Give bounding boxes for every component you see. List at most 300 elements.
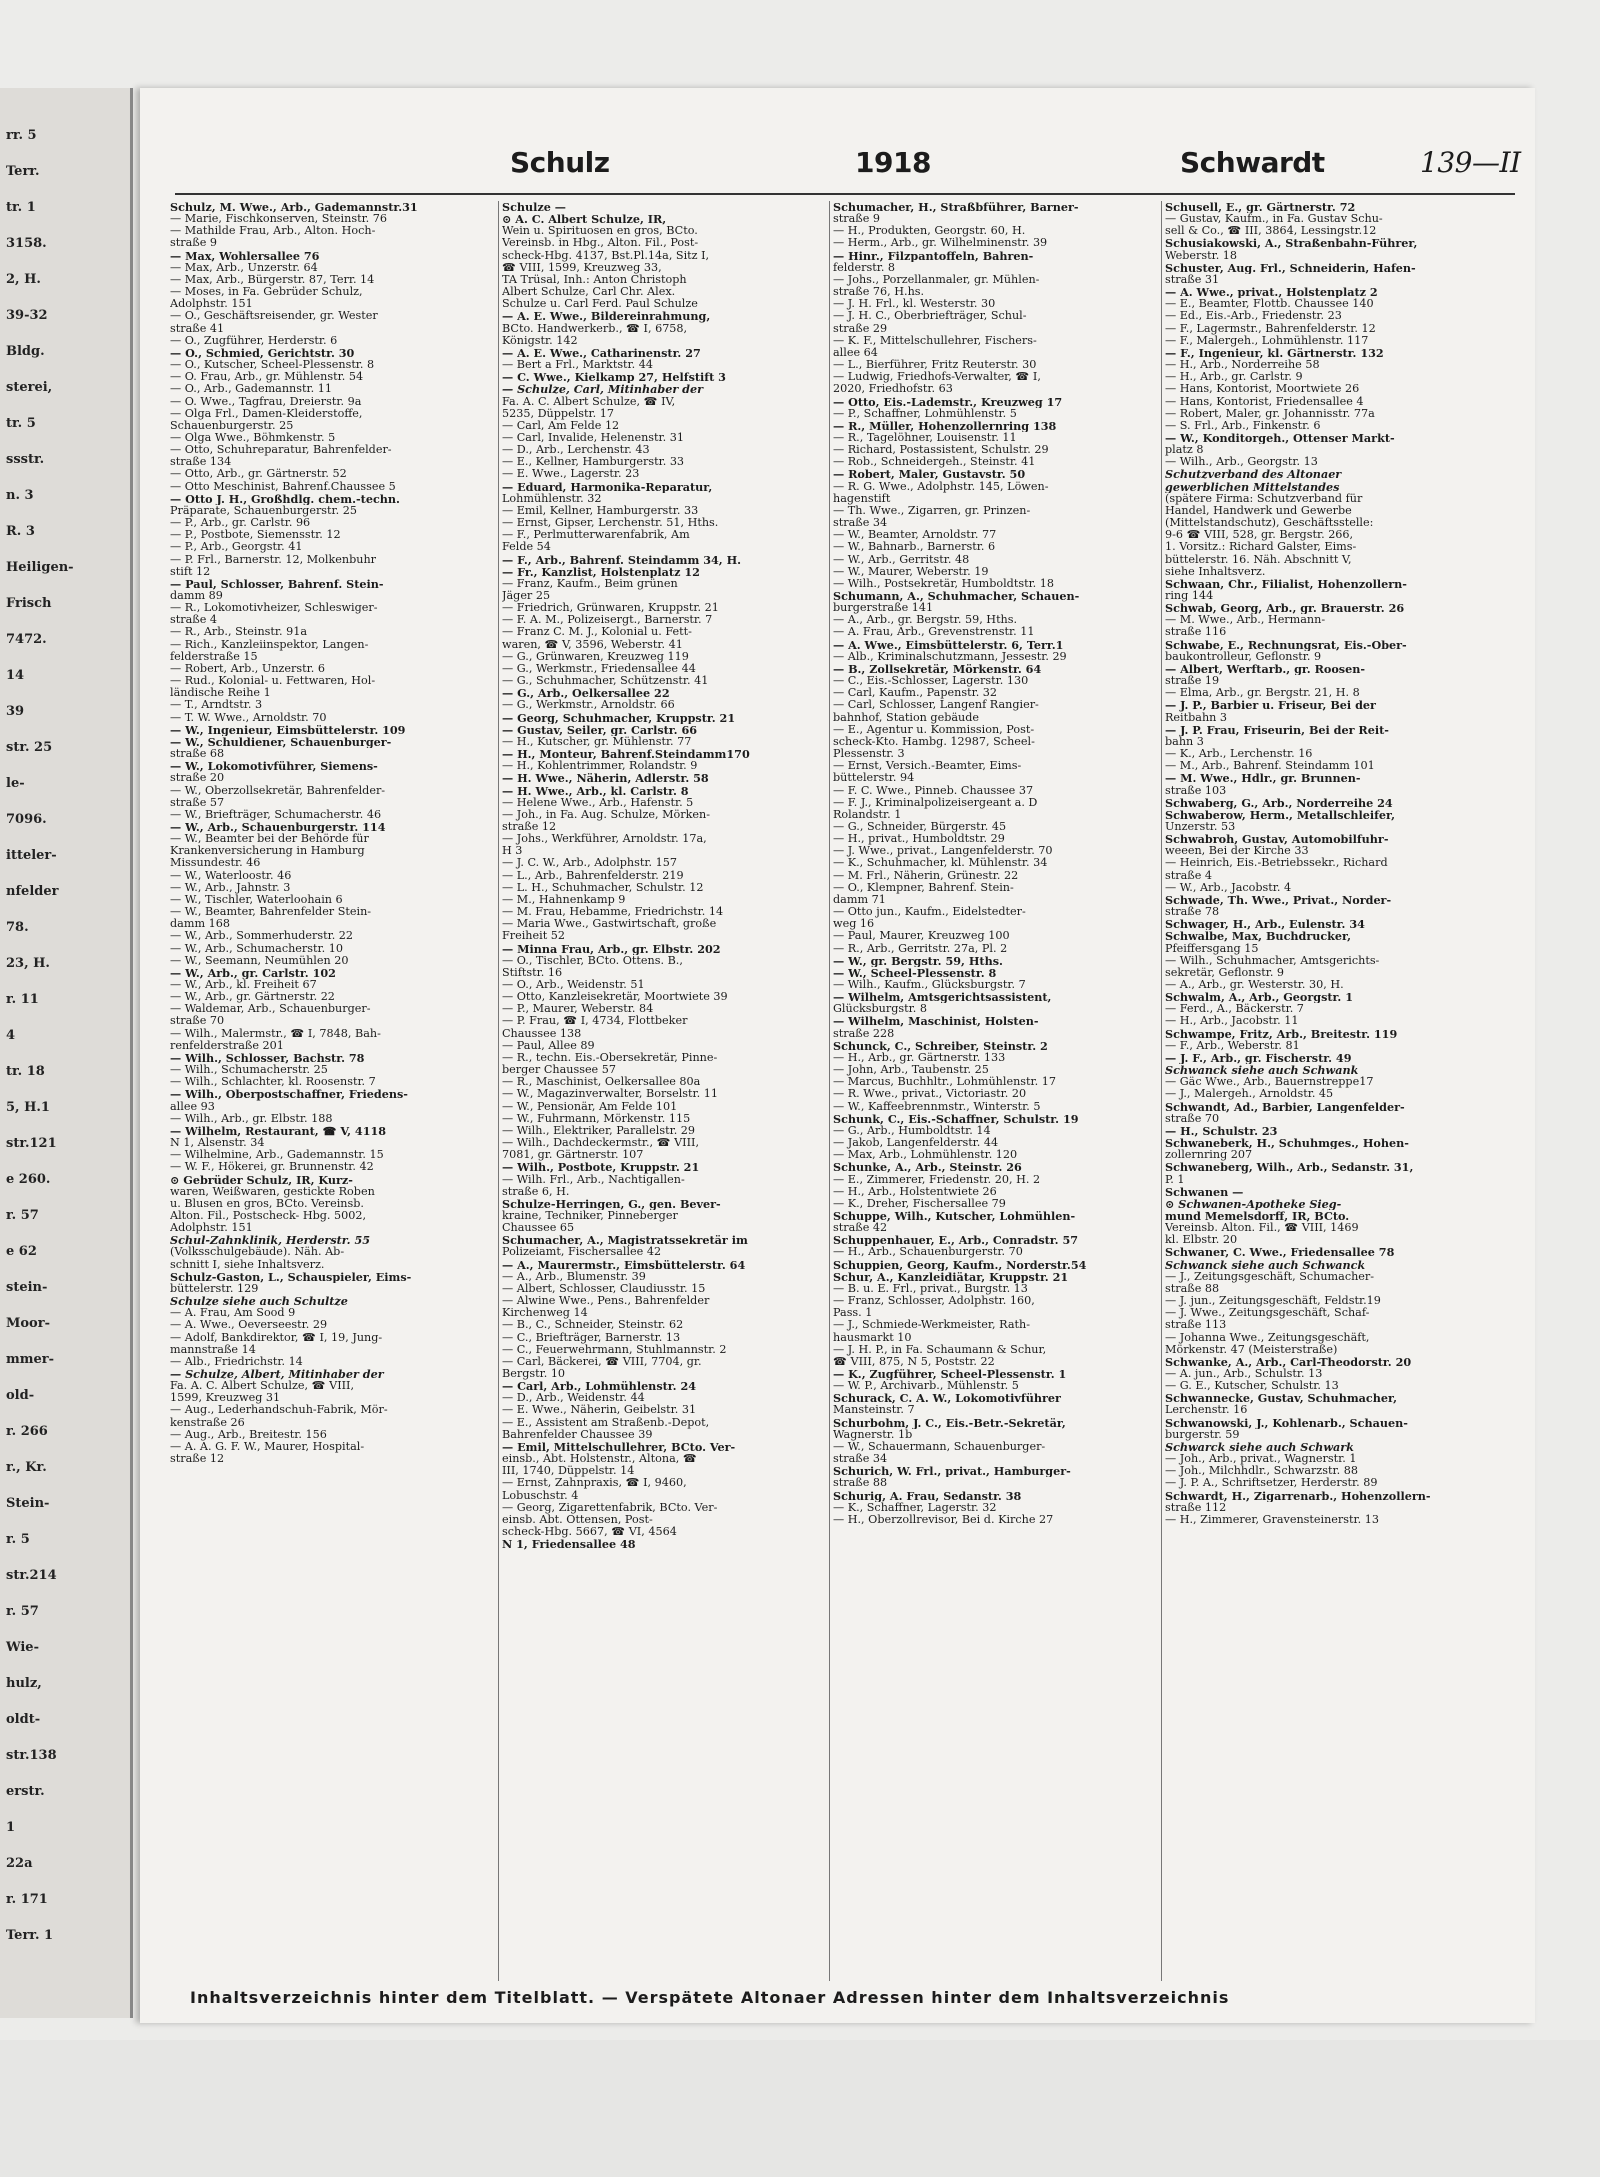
directory-entry: — Wilh., Kaufm., Glücksburgstr. 7 [833,979,1026,991]
previous-page-fragment: r. 171 [6,1892,48,1907]
directory-entry: — Georg, Zigarettenfabrik, BCto. Ver- [502,1501,718,1514]
directory-entry: weeen, Bei der Kirche 33 [1165,845,1309,858]
directory-entry: — O. Frau, Arb., gr. Mühlenstr. 54 [170,371,364,384]
directory-entry: — Adolf, Bankdirektor, ☎ I, 19, Jung- [170,1331,383,1344]
directory-entry: Schumacher, H., Straßbführer, Barner- [833,201,1079,214]
directory-entry: — Mathilde Frau, Arb., Alton. Hoch- [170,225,376,238]
directory-entry: — Friedrich, Grünwaren, Kruppstr. 21 [502,602,719,615]
directory-entry: — W., Oberzollsekretär, Bahrenfelder- [170,784,386,797]
directory-entry: — W., Ingenieur, Eimsbüttelerstr. 109 [170,723,406,736]
directory-entry: Schulze — [502,201,566,214]
directory-entry: straße 6, H. [502,1185,570,1198]
directory-entry: — Max, Wohlersallee 76 [170,249,320,262]
directory-entry: — T. W. Wwe., Arnoldstr. 70 [170,711,327,724]
directory-entry: straße 70 [1165,1112,1220,1125]
previous-page-fragment: Terr. 1 [6,1928,54,1943]
directory-entry: — W., Arb., kl. Freiheit 67 [170,979,317,991]
previous-page-fragment: oldt- [6,1712,41,1727]
directory-entry: Schwaneberk, H., Schuhmges., Hohen- [1165,1137,1409,1150]
directory-entry: Schwannecke, Gustav, Schuhmacher, [1165,1392,1397,1405]
directory-entry: — Gustav, Seiler, gr. Carlstr. 66 [502,723,698,736]
directory-entry: — Emil, Kellner, Hamburgerstr. 33 [502,504,699,517]
directory-entry: — G., Werkmstr., Friedensallee 44 [502,662,696,675]
directory-entry: — K., Schaffner, Lagerstr. 32 [833,1501,997,1514]
directory-entry: Schunck, C., Schreiber, Steinstr. 2 [833,1039,1048,1052]
directory-entry: sell & Co., ☎ III, 3864, Lessingstr.12 [1165,225,1377,238]
directory-entry: — W., Arb., Sommerhuderstr. 22 [170,930,354,943]
directory-entry: — G. E., Kutscher, Schulstr. 13 [1165,1380,1339,1393]
directory-entry: — Robert, Maler, gr. Johannisstr. 77a [1165,407,1375,420]
directory-entry: bahn 3 [1165,735,1204,748]
directory-entry: — Otto, Kanzleisekretär, Moortwiete 39 [502,991,728,1004]
directory-entry: — H., Zimmerer, Gravensteinerstr. 13 [1165,1513,1379,1526]
previous-page-fragment: Bldg. [6,344,45,359]
directory-entry: ☎ VIII, 875, N 5, Poststr. 22 [833,1355,995,1368]
directory-entry: kenstraße 26 [170,1416,245,1429]
directory-entry: — Joh., Arb., privat., Wagnerstr. 1 [1165,1453,1357,1466]
directory-entry: scheck-Hbg. 5667, ☎ VI, 4564 [502,1526,677,1539]
directory-entry: Bahrenfelder Chaussee 39 [502,1428,653,1441]
directory-entry: — H., Arb., Norderreihe 58 [1165,359,1320,372]
directory-entry: — Bert a Frl., Marktstr. 44 [502,359,654,372]
directory-entry: kl. Elbstr. 20 [1165,1234,1238,1247]
previous-page-fragment: str.138 [6,1748,57,1763]
directory-entry: — E., Assistent am Straßenb.-Depot, [502,1416,710,1429]
directory-entry: — Alb., Kriminalschutzmann, Jessestr. 29 [833,650,1067,663]
directory-entry: — Paul, Allee 89 [502,1039,595,1052]
directory-entry: — M., Hahnenkamp 9 [502,893,626,906]
directory-entry: — Rud., Kolonial- u. Fettwaren, Hol- [170,675,376,688]
directory-entry: — Wilh., Schlosser, Bachstr. 78 [170,1051,365,1065]
directory-entry: Schwanck siehe auch Schwanck [1165,1258,1366,1271]
previous-page-fragment: R. 3 [6,524,35,539]
directory-entry: — Max, Arb., Lohmühlenstr. 120 [833,1149,1018,1162]
directory-entry: — W., Arb., gr. Gärtnerstr. 22 [170,991,335,1004]
directory-entry: Schurbohm, J. C., Eis.-Betr.-Sekretär, [833,1416,1066,1429]
directory-entry: 7081, gr. Gärtnerstr. 107 [502,1149,644,1162]
directory-entry: — Ferd., A., Bäckerstr. 7 [1165,1003,1304,1016]
directory-entry: — H., Kutscher, gr. Mühlenstr. 77 [502,735,692,748]
directory-entry: Schwandt, Ad., Barbier, Langenfelder- [1165,1100,1405,1113]
directory-entry: — Wilh., Elektriker, Parallelstr. 29 [502,1124,696,1137]
directory-entry: Rolandstr. 1 [833,808,902,821]
directory-entry: — A., Maurermstr., Eimsbüttelerstr. 64 [502,1258,746,1271]
directory-entry: — R., Lokomotivheizer, Schleswiger- [170,602,378,615]
directory-entry: — A. Frau, Arb., Grevenstrenstr. 11 [833,626,1035,639]
directory-entry: — C., Feuerwehrmann, Stuhlmannstr. 2 [502,1343,727,1356]
directory-entry: Schwaan, Chr., Filialist, Hohenzollern- [1165,577,1407,590]
previous-page-fragment: 14 [6,668,25,683]
directory-entry: — K., Schuhmacher, kl. Mühlenstr. 34 [833,857,1048,870]
directory-entry: straße 134 [170,456,232,469]
directory-entry: — F., Arb., Bahrenf. Steindamm 34, H. [502,553,742,566]
directory-entry: — W., Maurer, Weberstr. 19 [833,565,989,578]
directory-entry: Pfeiffersgang 15 [1165,942,1259,955]
column-4 [1165,201,1490,1986]
directory-entry: scheck-Kto. Hambg. 12987, Scheel- [833,735,1035,748]
directory-entry: — Georg, Schuhmacher, Kruppstr. 21 [502,711,736,724]
directory-entry: straße 116 [1165,626,1227,639]
directory-entry: stift 12 [170,565,211,578]
directory-entry: — A. A. G. F. W., Maurer, Hospital- [170,1440,365,1453]
directory-entry: — Albert, Werftarb., gr. Roosen- [1165,662,1365,676]
directory-entry: Wagnerstr. 1b [833,1428,913,1441]
directory-entry: straße 20 [170,772,225,785]
previous-page-fragment: Moor- [6,1316,50,1331]
directory-entry: Mansteinstr. 7 [833,1404,915,1417]
directory-entry: — Wilh. Frl., Arb., Nachtigallen- [502,1173,685,1186]
directory-entry: — H., Oberzollrevisor, Bei d. Kirche 27 [833,1513,1054,1526]
directory-entry: — W., Fuhrmann, Mörkenstr. 115 [502,1112,691,1125]
directory-entry: platz 8 [1165,444,1204,457]
previous-page-fragment: r. 11 [6,992,39,1007]
previous-page-fragment: 22a [6,1856,33,1871]
directory-entry: — A., Arb., Blumenstr. 39 [502,1270,646,1283]
directory-entry: — W., Beamter, Arnoldstr. 77 [833,529,997,542]
directory-entry: — G., Arb., Humboldtstr. 14 [833,1124,991,1137]
directory-entry: — L. H., Schuhmacher, Schulstr. 12 [502,881,704,894]
directory-entry: Schurack, C. A. W., Lokomotivführer [833,1392,1061,1405]
directory-entry: — O., Tischler, BCto. Ottens. B., [502,954,683,967]
directory-entry: — F., Malergeh., Lohmühlenstr. 117 [1165,334,1369,347]
directory-entry: P. 1 [1165,1173,1185,1186]
directory-entry: — W., Beamter bei der Behörde für [170,833,369,846]
directory-entry: — R. Wwe., privat., Victoriastr. 20 [833,1088,1027,1101]
directory-entry: — K. F., Mittelschullehrer, Fischers- [833,334,1037,347]
directory-entry: Missundestr. 46 [170,857,261,870]
directory-entry: TA Trüsal, Inh.: Anton Christoph [502,273,687,286]
directory-entry: — Elma, Arb., gr. Bergstr. 21, H. 8 [1165,687,1360,700]
directory-entry: Schwampe, Fritz, Arb., Breitestr. 119 [1165,1027,1398,1040]
directory-entry: felderstraße 15 [170,650,258,663]
directory-entry: — Wilhelm, Amtsgerichtsassistent, [833,991,1052,1004]
previous-page-fragment: ssstr. [6,452,45,467]
previous-page-fragment: tr. 1 [6,200,36,215]
directory-entry: — Fr., Kanzlist, Holstenplatz 12 [502,565,700,578]
header-rule [175,193,1515,195]
directory-entry: — G., Grünwaren, Kreuzweg 119 [502,650,689,663]
directory-entry: straße 34 [833,1453,888,1466]
directory-entry: Schwaberow, Herm., Metallschleifer, [1165,808,1395,821]
directory-entry: — W., Schuldiener, Schauenburger- [170,735,392,749]
directory-entry: damm 71 [833,893,886,906]
directory-entry: N 1, Friedensallee 48 [502,1538,636,1551]
directory-entry: straße 4 [170,614,218,627]
directory-entry: Chaussee 138 [502,1027,582,1040]
directory-entry: Vereinsb. Alton. Fil., ☎ VIII, 1469 [1165,1222,1359,1235]
directory-entry: straße 12 [502,820,557,833]
directory-entry: straße 19 [1165,675,1220,688]
previous-page-fragment: sterei, [6,380,53,395]
directory-entry: — Johs., Werkführer, Arnoldstr. 17a, [502,833,707,846]
directory-entry: straße 70 [170,1015,225,1028]
directory-entry: Schwaner, C. Wwe., Friedensallee 78 [1165,1246,1395,1259]
directory-entry: ländische Reihe 1 [170,687,271,700]
directory-entry: damm 89 [170,590,223,602]
directory-entry: Kirchenweg 14 [502,1307,588,1320]
directory-entry: — J. H. P., in Fa. Schaumann & Schur, [833,1343,1047,1356]
directory-entry: Schulze-Herringen, G., gen. Bever- [502,1197,721,1210]
directory-entry: — Carl, Schlosser, Langenf Rangier- [833,699,1039,712]
directory-entry: — F., Perlmutterwarenfabrik, Am [502,529,690,542]
previous-page-fragment: 23, H. [6,956,50,971]
directory-entry: Schulze siehe auch Schultze [170,1295,348,1308]
directory-entry: — Carl, Bäckerei, ☎ VIII, 7704, gr. [502,1355,702,1368]
directory-entry: Schwanck siehe auch Schwank [1165,1064,1359,1077]
directory-entry: u. Blusen en gros, BCto. Vereinsb. [170,1197,364,1210]
directory-entry: — Franz, Kaufm., Beim grünen [502,577,678,590]
directory-entry: — W., Waterloostr. 46 [170,869,292,882]
directory-entry: Schunk, C., Eis.-Schaffner, Schulstr. 19 [833,1112,1079,1125]
directory-entry: — Albert, Schlosser, Claudiusstr. 15 [502,1282,706,1295]
directory-entry: 1599, Kreuzweg 31 [170,1392,281,1405]
directory-entry: — Rich., Kanzleiinspektor, Langen- [170,638,369,651]
directory-entry: Handel, Handwerk und Gewerbe [1165,504,1352,517]
directory-entry: Schur, A., Kanzleidiätar, Kruppstr. 21 [833,1270,1069,1283]
directory-entry: damm 168 [170,918,230,931]
directory-entry: Fa. A. C. Albert Schulze, ☎ VIII, [170,1380,355,1393]
directory-entry: Schwade, Th. Wwe., Privat., Norder- [1165,893,1392,907]
directory-entry: Präparate, Schauenburgerstr. 25 [170,504,358,517]
directory-entry: Schwanke, A., Arb., Carl-Theodorstr. 20 [1165,1355,1412,1368]
directory-entry: — E., Beamter, Flottb. Chaussee 140 [1165,298,1374,311]
directory-entry: straße 68 [170,748,225,761]
directory-entry: waren, Weißwaren, gestickte Roben [170,1185,375,1198]
directory-entry: Schulz, M. Wwe., Arb., Gademannstr.31 [170,201,418,214]
previous-page-fragment: str.121 [6,1136,57,1151]
directory-entry: gewerblichen Mittelstandes [1165,480,1340,493]
directory-entry: waren, ☎ V, 3596, Weberstr. 41 [502,638,683,651]
directory-entry: — F. J., Kriminalpolizeisergeant a. D [833,796,1038,809]
directory-entry: — C. Wwe., Kielkamp 27, Helfstift 3 [502,371,726,384]
directory-entry: — Wilh., Schuhmacher, Amtsgerichts- [1165,954,1380,967]
previous-page-fragment: stein- [6,1280,48,1295]
directory-entry: — Joh., in Fa. Aug. Schulze, Mörken- [502,808,710,821]
previous-page-fragment: Terr. [6,164,40,179]
directory-entry: — Aug., Arb., Breitestr. 156 [170,1428,327,1441]
directory-entry: straße 228 [833,1027,895,1040]
directory-entry: — Carl, Invalide, Helenenstr. 31 [502,431,684,444]
directory-entry: — Wilh., Postsekretär, Humboldtstr. 18 [833,577,1055,590]
directory-entry: — Alwine Wwe., Pens., Bahrenfelder [502,1295,710,1308]
directory-entry: — R., Arb., Steinstr. 91a [170,626,308,639]
directory-entry: Wein u. Spirituosen en gros, BCto. [502,225,698,238]
directory-entry: Lobuschstr. 4 [502,1489,579,1502]
directory-entry: — W. P., Archivarb., Mühlenstr. 5 [833,1380,1019,1393]
directory-entry: Schwalbe, Max, Buchdrucker, [1165,930,1352,943]
directory-entry: III, 1740, Düppelstr. 14 [502,1465,635,1478]
directory-entry: — W., Tischler, Waterloohain 6 [170,893,343,906]
directory-entry: — J. F., Arb., gr. Fischerstr. 49 [1165,1051,1352,1065]
directory-entry: Schusiakowski, A., Straßenbahn-Führer, [1165,237,1418,250]
directory-entry: — Marcus, Buchhltr., Lohmühlenstr. 17 [833,1076,1056,1089]
directory-entry: — Otto, Schuhreparatur, Bahrenfelder- [170,444,392,457]
directory-entry: — Wilh., Oberpostschaffner, Friedens- [170,1088,408,1101]
directory-entry: — Johs., Porzellanmaler, gr. Mühlen- [833,273,1040,286]
directory-entry: Schwanen — [1165,1185,1244,1198]
directory-entry: — W., Arb., Gerritstr. 48 [833,553,970,566]
directory-entry: ring 144 [1165,590,1214,602]
previous-page-fragment: tr. 18 [6,1064,45,1079]
directory-entry: Adolphstr. 151 [170,298,253,311]
directory-entry: Alton. Fil., Postscheck- Hbg. 5002, [170,1209,367,1222]
directory-entry: N 1, Alsenstr. 34 [170,1137,265,1150]
header-left-name: Schulz [510,146,610,179]
directory-entry: — A. Wwe., Eimsbüttelerstr. 6, Terr.1 [833,638,1064,651]
directory-entry: — Wilh., Dachdeckermstr., ☎ VIII, [502,1137,699,1150]
directory-entry: einsb. Abt. Ottensen, Post- [502,1513,653,1526]
previous-page-fragment: r. 57 [6,1208,39,1223]
directory-entry: — W., gr. Bergstr. 59, Hths. [833,954,1003,967]
previous-page-edge [0,88,133,2018]
directory-entry: — Carl, Arb., Lohmühlenstr. 24 [502,1380,697,1393]
directory-entry: — M. Frl., Näherin, Grünestr. 22 [833,869,1019,882]
directory-entry: — A. Wwe., Oeverseestr. 29 [170,1319,328,1332]
directory-entry: — O., Zugführer, Herderstr. 6 [170,334,338,347]
directory-entry: — Marie, Fischkonserven, Steinstr. 76 [170,213,388,226]
directory-entry: — Ernst, Gipser, Lerchenstr. 51, Hths. [502,517,719,530]
previous-page-fragment: Stein- [6,1496,50,1511]
directory-entry: — E., Zimmerer, Friedenstr. 20, H. 2 [833,1173,1041,1186]
directory-entry: Lerchenstr. 16 [1165,1404,1248,1417]
directory-entry: — P. Frl., Barnerstr. 12, Molkenbuhr [170,553,376,566]
directory-entry: straße 41 [170,322,225,335]
directory-entry: — J. H. Frl., kl. Westerstr. 30 [833,298,996,311]
previous-page-fragment: Frisch [6,596,52,611]
directory-entry: — O., Arb., Weidenstr. 51 [502,979,645,991]
previous-page-fragment: 7472. [6,632,47,647]
directory-entry: siehe Inhaltsverz. [1165,565,1266,578]
directory-entry: — M., Arb., Bahrenf. Steindamm 101 [1165,760,1375,773]
directory-entry: Freiheit 52 [502,930,566,943]
directory-entry: Felde 54 [502,541,551,554]
directory-entry: — Herm., Arb., gr. Wilhelminenstr. 39 [833,237,1048,250]
directory-entry: Schumacher, A., Magistratssekretär im [502,1234,748,1247]
directory-entry: mund Memelsdorff, IR, BCto. [1165,1209,1350,1223]
directory-entry: ⊙ A. C. Albert Schulze, IR, [502,213,667,226]
directory-entry: Schuster, Aug. Frl., Schneiderin, Hafen- [1165,261,1416,274]
previous-page-fragment: 78. [6,920,29,935]
scan-bottom-margin [0,2040,1600,2177]
directory-entry: Schauenburgerstr. 25 [170,419,294,432]
directory-entry: — Maria Wwe., Gastwirtschaft, große [502,918,717,931]
directory-entry: — K., Dreher, Fischersallee 79 [833,1197,1006,1210]
directory-entry: H 3 [502,845,523,858]
directory-entry: Vereinsb. in Hbg., Alton. Fil., Post- [502,237,699,250]
directory-entry: straße 113 [1165,1319,1227,1332]
directory-entry: — Th. Wwe., Zigarren, gr. Prinzen- [833,504,1031,517]
directory-entry: Schuppe, Wilh., Kutscher, Lohmühlen- [833,1209,1076,1223]
directory-entry: — Hans, Kontorist, Friedensallee 4 [1165,395,1364,408]
directory-entry: — Wilh., Arb., gr. Elbstr. 188 [170,1112,333,1125]
directory-entry: — Otto, Eis.-Lademstr., Kreuzweg 17 [833,395,1063,408]
directory-entry: — Otto J. H., Großhdlg. chem.-techn. [170,492,400,505]
directory-entry: — Olga Wwe., Böhmkenstr. 5 [170,431,336,444]
directory-entry: (Volksschulgebäude). Näh. Ab- [170,1246,345,1259]
directory-entry: — A., Arb., gr. Westerstr. 30, H. [1165,979,1344,991]
previous-page-fragment: mmer- [6,1352,55,1367]
directory-entry: — Otto Meschinist, Bahrenf.Chaussee 5 [170,480,396,493]
directory-entry: — Wilh., Malermstr., ☎ I, 7848, Bah- [170,1027,381,1040]
directory-entry: — H., Produkten, Georgstr. 60, H. [833,225,1026,238]
directory-entry: — G., Werkmstr., Arnoldstr. 66 [502,699,675,712]
directory-entry: Chaussee 65 [502,1222,575,1235]
directory-entry: Schwaneberg, Wilh., Arb., Sedanstr. 31, [1165,1161,1414,1174]
directory-entry: — Gäc Wwe., Arb., Bauernstreppe17 [1165,1076,1374,1089]
directory-entry: — D., Arb., Weidenstr. 44 [502,1392,645,1405]
directory-entry: baukontrolleur, Geflonstr. 9 [1165,650,1322,663]
directory-entry: — Franz, Schlosser, Adolphstr. 160, [833,1295,1035,1308]
directory-entry: Schwab, Georg, Arb., gr. Brauerstr. 26 [1165,602,1405,615]
directory-entry: — W., Scheel-Plessenstr. 8 [833,966,997,979]
directory-entry: straße 31 [1165,273,1220,286]
directory-entry: kraine, Techniker, Pinneberger [502,1209,678,1222]
directory-entry: — Otto jun., Kaufm., Eidelstedter- [833,906,1026,919]
directory-entry: Stiftstr. 16 [502,966,563,979]
previous-page-fragment: 3158. [6,236,47,251]
directory-entry: — J., Malergeh., Arnoldstr. 45 [1165,1088,1334,1101]
previous-page-fragment: 4 [6,1028,16,1043]
directory-entry: — E., Kellner, Hamburgerstr. 33 [502,456,685,469]
directory-entry: straße 9 [833,213,881,226]
directory-entry: — Schulze, Carl, Mitinhaber der [502,383,703,396]
directory-entry: zollernring 207 [1165,1149,1253,1162]
directory-entry: Pass. 1 [833,1307,873,1320]
previous-page-fragment: hulz, [6,1676,42,1691]
directory-entry: — D., Arb., Lerchenstr. 43 [502,444,650,457]
previous-page-fragment: n. 3 [6,488,34,503]
directory-entry: — R., Arb., Gerritstr. 27a, Pl. 2 [833,942,1008,955]
directory-entry: — J. jun., Zeitungsgeschäft, Feldstr.19 [1165,1295,1381,1308]
previous-page-fragment: Wie- [6,1640,39,1655]
previous-page-fragment: 5, H.1 [6,1100,50,1115]
directory-entry: — Olga Frl., Damen-Kleiderstoffe, [170,407,363,420]
directory-entry: Schwager, H., Arb., Eulenstr. 34 [1165,918,1365,931]
previous-page-fragment: le- [6,776,25,791]
directory-entry: — R., Tagelöhner, Louisenstr. 11 [833,431,1017,444]
directory-entry: — Helene Wwe., Arb., Hafenstr. 5 [502,796,694,809]
column-divider [1161,201,1162,1981]
directory-entry: — Max, Arb., Bürgerstr. 87, Terr. 14 [170,273,375,286]
directory-entry: — C., Eis.-Schlosser, Lagerstr. 130 [833,675,1029,688]
directory-entry: mannstraße 14 [170,1343,256,1356]
directory-entry: Albert Schulze, Carl Chr. Alex. [502,286,676,299]
directory-entry: — R., techn. Eis.-Obersekretär, Pinne- [502,1051,718,1064]
directory-entry: — Eduard, Harmonika-Reparatur, [502,480,713,493]
directory-entry: — W., Magazinverwalter, Borselstr. 11 [502,1088,718,1101]
directory-entry: — K., Zugführer, Scheel-Plessenstr. 1 [833,1368,1067,1381]
directory-entry: — O., Klempner, Bahrenf. Stein- [833,881,1014,894]
directory-entry: schnitt I, siehe Inhaltsverz. [170,1258,325,1271]
directory-entry: — W., Kaffeebrennmstr., Winterstr. 5 [833,1100,1041,1113]
previous-page-fragment: itteler- [6,848,57,863]
directory-entry: — B., Zollsekretär, Mörkenstr. 64 [833,662,1042,676]
directory-entry: — W., Lokomotivführer, Siemens- [170,760,378,773]
directory-entry: büttelerstr. 129 [170,1282,259,1295]
directory-entry: — Jakob, Langenfelderstr. 44 [833,1137,999,1150]
directory-entry: — P., Schaffner, Lohmühlenstr. 5 [833,407,1017,420]
directory-entry: — P. Frau, ☎ I, 4734, Flottbeker [502,1015,688,1028]
directory-entry: — W., Arb., Schumacherstr. 10 [170,942,343,955]
directory-entry: Plessenstr. 3 [833,748,905,761]
previous-page-fragment: nfelder [6,884,59,899]
directory-entry: — B., C., Schneider, Steinstr. 62 [502,1319,684,1332]
directory-entry: — John, Arb., Taubenstr. 25 [833,1064,989,1077]
directory-entry: Schwardt, H., Zigarrenarb., Hohenzollern- [1165,1489,1431,1502]
directory-entry: ☎ VIII, 1599, Kreuzweg 33, [502,261,662,274]
directory-entry: — H. Wwe., Näherin, Adlerstr. 58 [502,772,709,785]
directory-entry: — B. u. E. Frl., privat., Burgstr. 13 [833,1282,1028,1295]
